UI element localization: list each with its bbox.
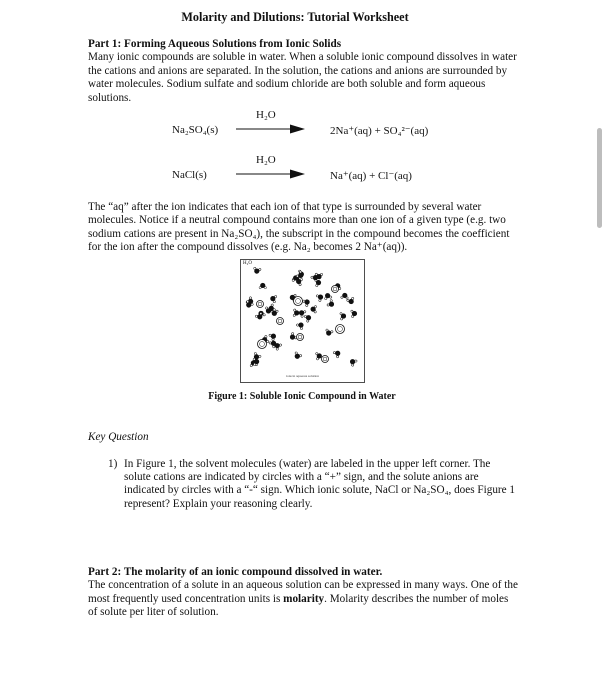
eq1-product: 2Na⁺(aq) + SO₄²⁻(aq) (330, 125, 429, 137)
figure-1 (240, 259, 365, 383)
key-question-1 (108, 458, 518, 511)
question-text: In Figure 1, the solvent molecules (water) are labeled in the upper left corner. The solute cations are indicated by circles with a “+” sign, and the solute anions are indicated by circles with a “-“ sign. Which ionic solute, NaCl or Na₂SO₄, does Figure 1 represent? Explain your reasoning clearly. (124, 458, 515, 510)
anion-circle (258, 340, 267, 349)
cation-circle (297, 334, 304, 341)
key-question-label: Key Question (88, 431, 149, 443)
eq1-reactant: Na₂SO₄(s) (172, 124, 219, 136)
cation-circle (322, 356, 329, 363)
cation-circle (277, 318, 284, 325)
question-number: 1) (108, 458, 118, 470)
eq1-arrow-icon (236, 123, 306, 135)
part1-paragraph2: The “aq” after the ion indicates that each ion of that type is surrounded by several water molecules. Notice if a neutral compound contains more than one ion of a given type (e.g. two sodium cations are present in Na₂SO₄), the subscript in the compound becomes the coefficient for the ion after the compound dissolves (e.g. Na₂ becomes 2 Na⁺(aq)). (88, 201, 510, 254)
figure-corner-label: H₂O (243, 261, 252, 266)
figure-1-diagram (240, 259, 365, 383)
eq2-solvent: H₂O (256, 154, 276, 166)
part2-section (88, 566, 518, 620)
eq2-product: Na⁺(aq) + Cl⁻(aq) (330, 170, 412, 182)
figure-bottom-label: ions in aqueous solution (286, 374, 319, 378)
eq1-solvent: H₂O (256, 109, 276, 121)
anion-circle (336, 325, 345, 334)
molarity-term: molarity (283, 592, 325, 605)
part1-heading: Part 1: Forming Aqueous Solutions from Ionic Solids (88, 38, 342, 50)
scrollbar-thumb[interactable] (597, 128, 602, 228)
cation-circle (332, 286, 339, 293)
part1-section (88, 38, 518, 105)
part2-text-before: The concentration of a solute in an aqueous solution can be expressed in many ways. One of the most frequently used concentration units is (88, 579, 518, 605)
cation-circle (257, 301, 264, 308)
figure-caption: Figure 1: Soluble Ionic Compound in Water (208, 391, 396, 402)
part1-paragraph: Many ionic compounds are soluble in water. When a soluble ionic compound dissolves in water the cations and anions are separated. In the solution, the cations and anions are surrounded by water molecules. Sodium sulfate and sodium chloride are both soluble and form aqueous solutions. (88, 51, 517, 104)
eq2-arrow-icon (236, 168, 306, 180)
eq2-reactant: NaCl(s) (172, 169, 207, 181)
worksheet-title: Molarity and Dilutions: Tutorial Worksheet (181, 10, 409, 24)
part2-paragraph (88, 579, 518, 619)
part2-text-after: . Molarity describes the number of moles of solute per liter of solution. (88, 592, 509, 619)
anion-circle (294, 297, 303, 306)
part2-heading: Part 2: The molarity of an ionic compound dissolved in water. (88, 566, 383, 578)
